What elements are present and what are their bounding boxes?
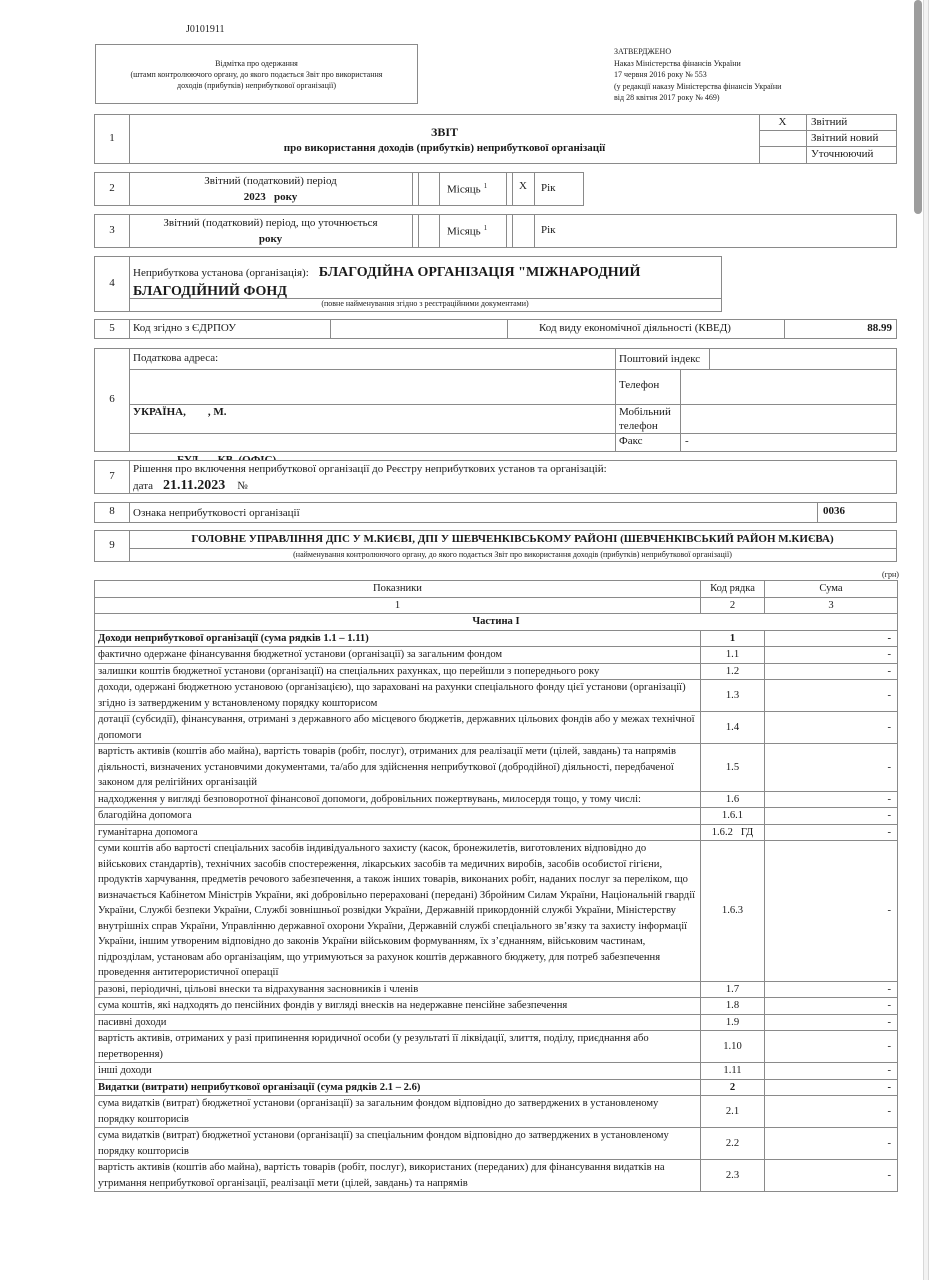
type-label-new-reporting: Звітний новий xyxy=(811,132,879,144)
table-row xyxy=(95,1128,898,1160)
year-mark[interactable]: X xyxy=(519,180,527,192)
indicator-label: разові, періодичні, цільові внески та відрахування засновників і членів xyxy=(95,981,701,998)
table-row xyxy=(95,1160,898,1192)
nonprofit-code-row xyxy=(94,502,897,523)
indicators-table xyxy=(94,580,898,1192)
indicator-label: благодійна допомога xyxy=(95,808,701,825)
row-code: 1.6.2 ГД xyxy=(701,824,765,841)
stamp-line-3: доходів (прибутків) неприбуткової організації) xyxy=(177,81,336,90)
month-label: Місяць xyxy=(447,225,481,238)
row-sum[interactable]: - xyxy=(765,1014,898,1031)
receipt-stamp-box xyxy=(95,44,418,104)
month-option xyxy=(447,224,487,238)
type-label-reporting: Звітний xyxy=(811,116,848,128)
month-option xyxy=(447,182,487,196)
column-number: 2 xyxy=(701,597,765,614)
fax-value: - xyxy=(685,435,689,447)
footnote-mark: 1 xyxy=(483,224,488,232)
organization-caption: (повне найменування згідно з реєстраційними документами) xyxy=(321,299,529,308)
tax-authority-name: ГОЛОВНЕ УПРАВЛІННЯ ДПС У М.КИЄВІ, ДПІ У ШЕВЧЕНКІВСЬКОМУ РАЙОНІ (ШЕВЧЕНКІВСЬКИЙ РАЙОН М.КИЄВА) xyxy=(191,533,834,545)
date-value: 21.11.2023 xyxy=(163,478,226,493)
row-sum[interactable]: - xyxy=(765,1096,898,1128)
column-number: 1 xyxy=(95,597,701,614)
table-row xyxy=(95,981,898,998)
nonprofit-code-value: 0036 xyxy=(823,505,845,517)
indicator-label: залишки коштів бюджетної установи (організації) на спеціальних рахунках, що перейшли з попереднього року xyxy=(95,663,701,680)
year-option-label: Рік xyxy=(541,224,556,236)
row-code: 1.11 xyxy=(701,1063,765,1080)
row-sum[interactable]: - xyxy=(765,1079,898,1096)
indicator-label: вартість активів (коштів або майна), вартість товарів (робіт, послуг), отриманих для реалізації мети (цілей, завдань) та напрямів діяльності, визначених установчими документами, та/або для здійснення неприбуткової (добродійної) діяльності, передбаченої законом для релігійних організацій xyxy=(95,744,701,792)
row-number: 2 xyxy=(109,182,115,194)
approval-line-5: від 28 квітня 2017 року № 469) xyxy=(614,93,720,103)
indicator-label: суми коштів або вартості спеціальних засобів індивідуального захисту (касок, бронежилетів, виготовлених відповідно до військових стандартів), технічних засобів спостереження, лікарських засобів та медичних виробів, засобів особистої гігієни, продуктів харчування, предметів речового забезпечення, а також інших товарів, виконаних робіт, наданих послуг за переліком, що визначається Кабінетом Міністрів України, які добровільно перераховані (передані) Збройним Силам України, Національній гвардії України, Службі безпеки України, Службі зовнішньої розвідки України, Державній прикордонній службі України, Міністерству внутрішніх справ України, Управлінню державної охорони України, Державній службі спеціального зв’язку та захисту інформації України, іншим утвореним відповідно до законів України військовим формуванням, їх з’єднанням, військовим частинам, підрозділам, установам або організаціям, що утримуються за рахунок коштів державного бюджету, для потреб забезпечення проведення антитерористичної операції xyxy=(95,841,701,982)
table-row xyxy=(95,841,898,982)
indicator-label: інші доходи xyxy=(95,1063,701,1080)
row-code: 1.6 xyxy=(701,791,765,808)
date-label: дата xyxy=(133,480,154,492)
stamp-line-2: (штамп контролюючого органу, до якого подається Звіт про використання xyxy=(130,70,383,79)
indicator-label: сума видатків (витрат) бюджетної установи (організації) за загальним фондом відповідно до затверджених в установленому порядку кошторисів xyxy=(95,1096,701,1128)
approval-line-1: ЗАТВЕРДЖЕНО xyxy=(614,47,672,56)
table-row xyxy=(95,630,898,647)
currency-note: (грн) xyxy=(882,570,899,579)
organization-name-line-1: БЛАГОДІЙНА ОРГАНІЗАЦІЯ "МІЖНАРОДНИЙ xyxy=(318,265,641,280)
row-code: 2.3 xyxy=(701,1160,765,1192)
header-row-code: Код рядка xyxy=(701,581,765,598)
table-row xyxy=(95,680,898,712)
row-number: 5 xyxy=(109,322,115,334)
indicator-label: надходження у вигляді безповоротної фінансової допомоги, добровільних пожертвувань, милосердя тощо, у тому числі: xyxy=(95,791,701,808)
organization-row xyxy=(94,256,722,312)
table-row xyxy=(95,1096,898,1128)
row-sum[interactable]: - xyxy=(765,1160,898,1192)
kved-value: 88.99 xyxy=(867,322,892,334)
table-row xyxy=(95,1079,898,1096)
vertical-scrollbar-thumb[interactable] xyxy=(914,0,922,214)
year-suffix: року xyxy=(273,191,298,203)
tax-authority-row xyxy=(94,530,897,562)
row-code: 1.4 xyxy=(701,712,765,744)
address-row xyxy=(94,348,897,452)
table-row xyxy=(95,1063,898,1080)
number-label: № xyxy=(237,480,248,492)
row-number: 9 xyxy=(109,539,115,551)
row-number: 1 xyxy=(109,132,115,144)
type-label-clarifying: Уточнюючий xyxy=(811,148,874,160)
row-code: 2.2 xyxy=(701,1128,765,1160)
row-sum[interactable]: - xyxy=(765,808,898,825)
indicator-label: Доходи неприбуткової організації (сума рядків 1.1 – 1.11) xyxy=(95,630,701,647)
table-row xyxy=(95,647,898,664)
reporting-period-row xyxy=(94,172,584,206)
edrpou-label: Код згідно з ЄДРПОУ xyxy=(133,322,237,334)
table-row xyxy=(95,1014,898,1031)
row-code: 1.8 xyxy=(701,998,765,1015)
table-row xyxy=(95,824,898,841)
table-row xyxy=(95,791,898,808)
vertical-scrollbar-track[interactable] xyxy=(923,0,929,1280)
row-code: 1.1 xyxy=(701,647,765,664)
row-number: 6 xyxy=(109,393,115,405)
row-code: 1.6.1 xyxy=(701,808,765,825)
row-sum[interactable]: - xyxy=(765,998,898,1015)
row-code: 1 xyxy=(701,630,765,647)
section-title-row xyxy=(95,614,898,631)
column-number: 3 xyxy=(765,597,898,614)
tax-address-label: Податкова адреса: xyxy=(133,352,219,364)
row-code: 1.10 xyxy=(701,1031,765,1063)
mobile-label-line-2: телефон xyxy=(619,420,658,432)
table-row xyxy=(95,808,898,825)
clarified-year-suffix: року xyxy=(258,233,283,245)
indicator-label: доходи, одержані бюджетною установою (організацією), що зараховані на рахунки спеціального фонду цієї установи (організації) згідно із затвердженим у встановленому порядку кошторисом xyxy=(95,680,701,712)
table-header-row xyxy=(95,581,898,598)
row-number: 4 xyxy=(109,277,115,289)
mobile-label-line-1: Мобільний xyxy=(619,406,671,418)
reporting-period-label: Звітний (податковий) період xyxy=(204,175,337,187)
row-code: 2 xyxy=(701,1079,765,1096)
organization-name-line-2: БЛАГОДІЙНИЙ ФОНД xyxy=(133,284,287,299)
header-indicators: Показники xyxy=(95,581,701,598)
row-code: 1.6.3 xyxy=(701,841,765,982)
registry-decision-label: Рішення про включення неприбуткової організації до Реєстру неприбуткових установ та організацій: xyxy=(133,463,607,475)
row-sum[interactable]: - xyxy=(765,791,898,808)
row-sum[interactable]: - xyxy=(765,712,898,744)
address-line-1: УКРАЇНА, , М. xyxy=(133,406,227,418)
indicator-label: гуманітарна допомога xyxy=(95,824,701,841)
report-title: ЗВІТ xyxy=(430,125,458,139)
approval-line-4: (у редакції наказу Міністерства фінансів України xyxy=(614,81,782,91)
row-sum[interactable]: - xyxy=(765,1128,898,1160)
approval-block xyxy=(614,46,781,104)
row-number: 8 xyxy=(109,505,115,517)
reporting-period-year xyxy=(129,191,412,203)
approval-line-2: Наказ Міністерства фінансів України xyxy=(614,58,741,68)
indicator-label: дотації (субсидії), фінансування, отримані з державного або місцевого бюджетів, державних цільових фондів або у межах технічної допомоги xyxy=(95,712,701,744)
clarified-period-row xyxy=(94,214,897,248)
footnote-mark: 1 xyxy=(483,182,488,190)
fax-label: Факс xyxy=(619,435,643,447)
indicator-label: пасивні доходи xyxy=(95,1014,701,1031)
approval-line-3: 17 червня 2016 року № 553 xyxy=(614,70,707,80)
month-label: Місяць xyxy=(447,183,481,196)
row-code: 1.3 xyxy=(701,680,765,712)
header-sum: Сума xyxy=(765,581,898,598)
row-code: 1.9 xyxy=(701,1014,765,1031)
row-code: 1.5 xyxy=(701,744,765,792)
indicator-label: фактично одержане фінансування бюджетної установи (організації) за загальним фондом xyxy=(95,647,701,664)
type-mark-reporting[interactable]: X xyxy=(778,116,787,128)
column-number-row xyxy=(95,597,898,614)
row-number: 3 xyxy=(109,224,115,236)
report-title-row xyxy=(94,114,897,164)
indicator-label: вартість активів, отриманих у разі припинення юридичної особи (у результаті її ліквідації, злиття, поділу, приєднання або перетворення) xyxy=(95,1031,701,1063)
row-sum[interactable]: - xyxy=(765,824,898,841)
postal-code-label: Поштовий індекс xyxy=(619,353,701,365)
row-sum[interactable]: - xyxy=(765,744,898,792)
table-row xyxy=(95,663,898,680)
phone-label: Телефон xyxy=(619,379,660,391)
row-code: 2.1 xyxy=(701,1096,765,1128)
indicator-label: сума видатків (витрат) бюджетної установи (організації) за спеціальним фондом відповідно до затверджених в установленому порядку кошторисів xyxy=(95,1128,701,1160)
organization-label: Неприбуткова установа (організація): xyxy=(133,267,309,279)
stamp-line-1: Відмітка про одержання xyxy=(215,59,298,68)
row-sum[interactable]: - xyxy=(765,1031,898,1063)
row-code: 1.2 xyxy=(701,663,765,680)
section-title: Частина І xyxy=(95,614,898,631)
year-option-label: Рік xyxy=(541,182,556,194)
indicator-label: вартість активів (коштів або майна), вартість товарів (робіт, послуг), використаних (переданих) для фінансування видатків на утримання неприбуткової організації, реалізації мети (цілей, завдань) та напрямів xyxy=(95,1160,701,1192)
table-row xyxy=(95,1031,898,1063)
row-sum[interactable]: - xyxy=(765,1063,898,1080)
row-sum[interactable]: - xyxy=(765,647,898,664)
row-number: 7 xyxy=(109,470,115,482)
row-code: 1.7 xyxy=(701,981,765,998)
table-row xyxy=(95,744,898,792)
indicator-label: сума коштів, які надходять до пенсійних фондів у вигляді внесків на недержавне пенсійне забезпечення xyxy=(95,998,701,1015)
row-sum[interactable]: - xyxy=(765,680,898,712)
indicator-label: Видатки (витрати) неприбуткової організації (сума рядків 2.1 – 2.6) xyxy=(95,1079,701,1096)
row-sum[interactable]: - xyxy=(765,981,898,998)
tax-authority-caption: (найменування контролюючого органу, до якого подається Звіт про використання доходів (прибутків) неприбуткової організації) xyxy=(293,550,732,559)
kved-label: Код виду економічної діяльності (КВЕД) xyxy=(539,322,731,334)
year-value: 2023 xyxy=(243,191,266,203)
row-sum[interactable]: - xyxy=(765,630,898,647)
registry-decision-row xyxy=(94,460,897,494)
table-row xyxy=(95,998,898,1015)
form-code: J0101911 xyxy=(186,24,225,35)
report-subtitle: про використання доходів (прибутків) неприбуткової організації xyxy=(283,142,606,154)
table-row xyxy=(95,712,898,744)
row-sum[interactable]: - xyxy=(765,841,898,982)
row-sum[interactable]: - xyxy=(765,663,898,680)
clarified-period-label: Звітний (податковий) період, що уточнюється xyxy=(163,217,378,229)
codes-row xyxy=(94,319,897,339)
nonprofit-code-label: Ознака неприбутковості організації xyxy=(133,507,300,519)
